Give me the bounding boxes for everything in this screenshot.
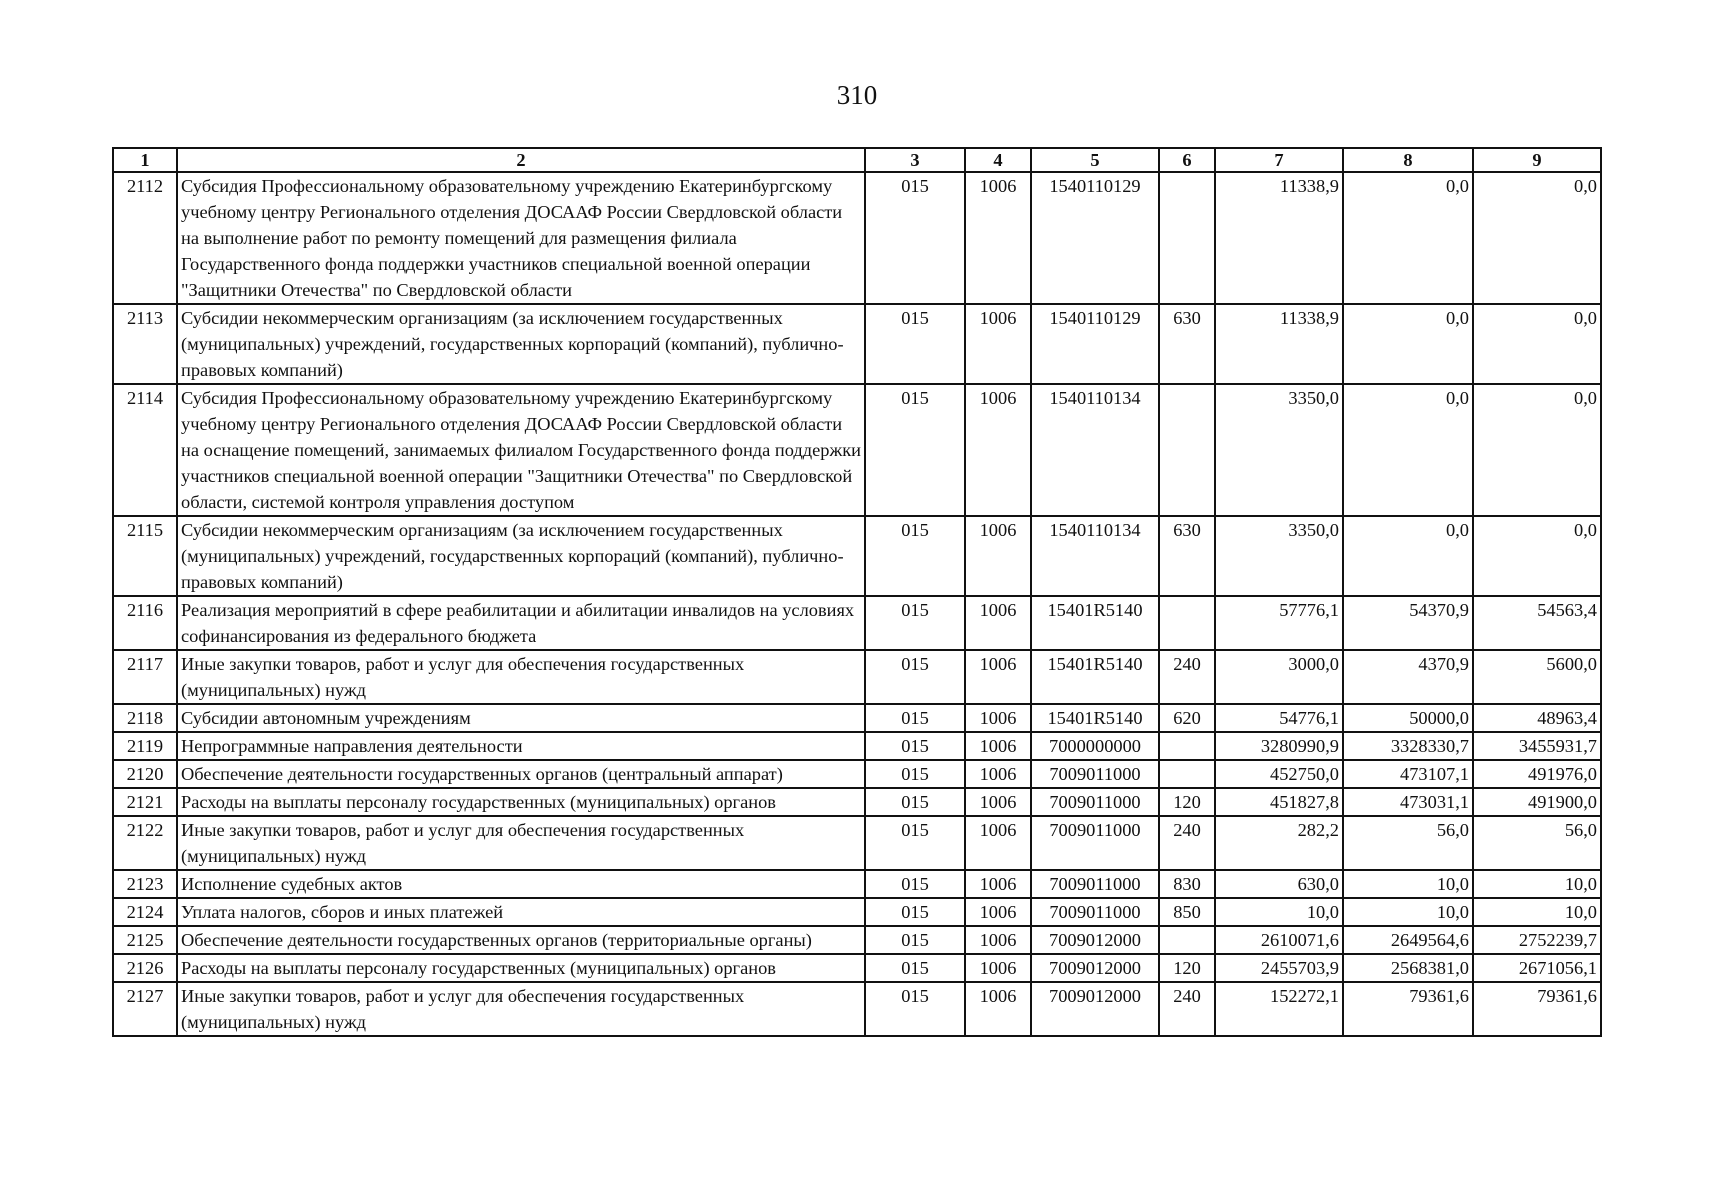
cell-col7: 3350,0 xyxy=(1215,384,1343,516)
cell-col4: 1006 xyxy=(965,788,1031,816)
cell-col3: 015 xyxy=(865,788,965,816)
table-row xyxy=(113,704,1601,732)
cell-col9: 54563,4 xyxy=(1473,596,1601,650)
cell-col9: 48963,4 xyxy=(1473,704,1601,732)
cell-col7: 2455703,9 xyxy=(1215,954,1343,982)
row-number: 2121 xyxy=(113,788,177,816)
row-number: 2112 xyxy=(113,172,177,304)
row-name: Иные закупки товаров, работ и услуг для обеспечения государственных (муниципальных) нужд xyxy=(177,816,865,870)
row-number: 2122 xyxy=(113,816,177,870)
row-number: 2126 xyxy=(113,954,177,982)
budget-table xyxy=(112,147,1602,1037)
table-row xyxy=(113,304,1601,384)
row-name: Субсидия Профессиональному образовательному учреждению Екатеринбургскому учебному центру Регионального отделения ДОСААФ России Свердловской области на выполнение работ по ремонту помещений для размещения филиала Государственного фонда поддержки участников специальной военной операции "Защитники Отечества" по Свердловской области xyxy=(177,172,865,304)
cell-col3: 015 xyxy=(865,926,965,954)
cell-col9: 79361,6 xyxy=(1473,982,1601,1036)
row-name: Субсидии некоммерческим организациям (за исключением государственных (муниципальных) учреждений, государственных корпораций (компаний), публично-правовых компаний) xyxy=(177,516,865,596)
cell-col4: 1006 xyxy=(965,926,1031,954)
cell-col4: 1006 xyxy=(965,516,1031,596)
cell-col6 xyxy=(1159,596,1215,650)
row-name: Субсидия Профессиональному образовательному учреждению Екатеринбургскому учебному центру Регионального отделения ДОСААФ России Свердловской области на оснащение помещений, занимаемых филиалом Государственного фонда поддержки участников специальной военной операции "Защитники Отечества" по Свердловской области, системой контроля управления доступом xyxy=(177,384,865,516)
cell-col9: 10,0 xyxy=(1473,898,1601,926)
cell-col7: 152272,1 xyxy=(1215,982,1343,1036)
cell-col3: 015 xyxy=(865,898,965,926)
cell-col3: 015 xyxy=(865,732,965,760)
row-name: Иные закупки товаров, работ и услуг для обеспечения государственных (муниципальных) нужд xyxy=(177,982,865,1036)
row-number: 2125 xyxy=(113,926,177,954)
row-number: 2115 xyxy=(113,516,177,596)
cell-col5: 1540110134 xyxy=(1031,384,1159,516)
cell-col5: 1540110129 xyxy=(1031,172,1159,304)
table-row xyxy=(113,898,1601,926)
cell-col6: 620 xyxy=(1159,704,1215,732)
cell-col5: 15401R5140 xyxy=(1031,596,1159,650)
cell-col5: 1540110134 xyxy=(1031,516,1159,596)
cell-col8: 2568381,0 xyxy=(1343,954,1473,982)
cell-col8: 0,0 xyxy=(1343,172,1473,304)
cell-col4: 1006 xyxy=(965,650,1031,704)
cell-col9: 0,0 xyxy=(1473,384,1601,516)
cell-col3: 015 xyxy=(865,516,965,596)
cell-col4: 1006 xyxy=(965,898,1031,926)
cell-col3: 015 xyxy=(865,816,965,870)
row-number: 2117 xyxy=(113,650,177,704)
row-name: Исполнение судебных актов xyxy=(177,870,865,898)
page-number: 310 xyxy=(836,80,878,110)
table-row xyxy=(113,760,1601,788)
row-number: 2114 xyxy=(113,384,177,516)
cell-col7: 451827,8 xyxy=(1215,788,1343,816)
cell-col5: 1540110129 xyxy=(1031,304,1159,384)
cell-col6 xyxy=(1159,172,1215,304)
column-header: 1 xyxy=(113,148,177,172)
cell-col6 xyxy=(1159,384,1215,516)
table-row xyxy=(113,650,1601,704)
table-body xyxy=(113,172,1601,1036)
row-name: Субсидии некоммерческим организациям (за исключением государственных (муниципальных) учреждений, государственных корпораций (компаний), публично-правовых компаний) xyxy=(177,304,865,384)
cell-col9: 491900,0 xyxy=(1473,788,1601,816)
table-row xyxy=(113,816,1601,870)
cell-col8: 473107,1 xyxy=(1343,760,1473,788)
row-number: 2119 xyxy=(113,732,177,760)
cell-col8: 4370,9 xyxy=(1343,650,1473,704)
cell-col5: 7009011000 xyxy=(1031,816,1159,870)
cell-col5: 7009011000 xyxy=(1031,788,1159,816)
cell-col7: 282,2 xyxy=(1215,816,1343,870)
cell-col6: 630 xyxy=(1159,516,1215,596)
cell-col8: 54370,9 xyxy=(1343,596,1473,650)
cell-col8: 473031,1 xyxy=(1343,788,1473,816)
cell-col7: 3350,0 xyxy=(1215,516,1343,596)
row-name: Иные закупки товаров, работ и услуг для обеспечения государственных (муниципальных) нужд xyxy=(177,650,865,704)
cell-col7: 11338,9 xyxy=(1215,172,1343,304)
row-number: 2113 xyxy=(113,304,177,384)
cell-col5: 7009011000 xyxy=(1031,898,1159,926)
cell-col4: 1006 xyxy=(965,596,1031,650)
cell-col8: 56,0 xyxy=(1343,816,1473,870)
row-name: Обеспечение деятельности государственных органов (центральный аппарат) xyxy=(177,760,865,788)
row-number: 2127 xyxy=(113,982,177,1036)
cell-col6: 240 xyxy=(1159,816,1215,870)
cell-col9: 0,0 xyxy=(1473,304,1601,384)
cell-col9: 3455931,7 xyxy=(1473,732,1601,760)
cell-col3: 015 xyxy=(865,384,965,516)
table-row xyxy=(113,926,1601,954)
row-number: 2116 xyxy=(113,596,177,650)
table-row xyxy=(113,954,1601,982)
table-row xyxy=(113,870,1601,898)
cell-col3: 015 xyxy=(865,954,965,982)
table-row xyxy=(113,172,1601,304)
cell-col7: 11338,9 xyxy=(1215,304,1343,384)
column-header: 9 xyxy=(1473,148,1601,172)
cell-col7: 2610071,6 xyxy=(1215,926,1343,954)
cell-col3: 015 xyxy=(865,704,965,732)
cell-col5: 15401R5140 xyxy=(1031,650,1159,704)
cell-col8: 10,0 xyxy=(1343,898,1473,926)
column-header: 7 xyxy=(1215,148,1343,172)
cell-col6: 830 xyxy=(1159,870,1215,898)
cell-col3: 015 xyxy=(865,172,965,304)
cell-col5: 15401R5140 xyxy=(1031,704,1159,732)
cell-col6 xyxy=(1159,732,1215,760)
cell-col9: 56,0 xyxy=(1473,816,1601,870)
row-number: 2120 xyxy=(113,760,177,788)
cell-col7: 630,0 xyxy=(1215,870,1343,898)
cell-col3: 015 xyxy=(865,760,965,788)
cell-col6 xyxy=(1159,926,1215,954)
cell-col8: 0,0 xyxy=(1343,384,1473,516)
cell-col9: 0,0 xyxy=(1473,172,1601,304)
cell-col5: 7009011000 xyxy=(1031,870,1159,898)
cell-col9: 10,0 xyxy=(1473,870,1601,898)
row-name: Расходы на выплаты персоналу государственных (муниципальных) органов xyxy=(177,788,865,816)
cell-col9: 2671056,1 xyxy=(1473,954,1601,982)
cell-col6: 630 xyxy=(1159,304,1215,384)
cell-col4: 1006 xyxy=(965,384,1031,516)
cell-col9: 491976,0 xyxy=(1473,760,1601,788)
cell-col8: 79361,6 xyxy=(1343,982,1473,1036)
cell-col5: 7009012000 xyxy=(1031,954,1159,982)
cell-col4: 1006 xyxy=(965,304,1031,384)
cell-col7: 54776,1 xyxy=(1215,704,1343,732)
cell-col4: 1006 xyxy=(965,704,1031,732)
cell-col3: 015 xyxy=(865,982,965,1036)
cell-col4: 1006 xyxy=(965,816,1031,870)
cell-col9: 5600,0 xyxy=(1473,650,1601,704)
cell-col4: 1006 xyxy=(965,954,1031,982)
cell-col3: 015 xyxy=(865,304,965,384)
table-row xyxy=(113,516,1601,596)
cell-col7: 10,0 xyxy=(1215,898,1343,926)
cell-col8: 2649564,6 xyxy=(1343,926,1473,954)
cell-col8: 0,0 xyxy=(1343,516,1473,596)
cell-col6: 120 xyxy=(1159,788,1215,816)
table-row xyxy=(113,384,1601,516)
table-row xyxy=(113,732,1601,760)
table-row xyxy=(113,788,1601,816)
row-number: 2118 xyxy=(113,704,177,732)
cell-col8: 3328330,7 xyxy=(1343,732,1473,760)
cell-col3: 015 xyxy=(865,650,965,704)
cell-col4: 1006 xyxy=(965,172,1031,304)
row-name: Уплата налогов, сборов и иных платежей xyxy=(177,898,865,926)
cell-col9: 2752239,7 xyxy=(1473,926,1601,954)
cell-col7: 3000,0 xyxy=(1215,650,1343,704)
cell-col7: 452750,0 xyxy=(1215,760,1343,788)
cell-col5: 7000000000 xyxy=(1031,732,1159,760)
cell-col6: 120 xyxy=(1159,954,1215,982)
cell-col5: 7009012000 xyxy=(1031,982,1159,1036)
row-number: 2123 xyxy=(113,870,177,898)
cell-col8: 0,0 xyxy=(1343,304,1473,384)
column-header: 3 xyxy=(865,148,965,172)
header-row xyxy=(113,148,1601,172)
row-name: Реализация мероприятий в сфере реабилитации и абилитации инвалидов на условиях софинансирования из федерального бюджета xyxy=(177,596,865,650)
cell-col5: 7009012000 xyxy=(1031,926,1159,954)
cell-col8: 50000,0 xyxy=(1343,704,1473,732)
table-row xyxy=(113,982,1601,1036)
column-header: 2 xyxy=(177,148,865,172)
column-header: 6 xyxy=(1159,148,1215,172)
row-number: 2124 xyxy=(113,898,177,926)
cell-col3: 015 xyxy=(865,596,965,650)
cell-col5: 7009011000 xyxy=(1031,760,1159,788)
column-header: 5 xyxy=(1031,148,1159,172)
cell-col8: 10,0 xyxy=(1343,870,1473,898)
row-name: Субсидии автономным учреждениям xyxy=(177,704,865,732)
cell-col7: 57776,1 xyxy=(1215,596,1343,650)
table-row xyxy=(113,596,1601,650)
cell-col6: 240 xyxy=(1159,982,1215,1036)
column-header: 4 xyxy=(965,148,1031,172)
cell-col6: 850 xyxy=(1159,898,1215,926)
cell-col4: 1006 xyxy=(965,760,1031,788)
cell-col4: 1006 xyxy=(965,870,1031,898)
cell-col3: 015 xyxy=(865,870,965,898)
column-header: 8 xyxy=(1343,148,1473,172)
cell-col4: 1006 xyxy=(965,982,1031,1036)
cell-col6 xyxy=(1159,760,1215,788)
cell-col4: 1006 xyxy=(965,732,1031,760)
row-name: Обеспечение деятельности государственных органов (территориальные органы) xyxy=(177,926,865,954)
row-name: Расходы на выплаты персоналу государственных (муниципальных) органов xyxy=(177,954,865,982)
cell-col6: 240 xyxy=(1159,650,1215,704)
cell-col9: 0,0 xyxy=(1473,516,1601,596)
cell-col7: 3280990,9 xyxy=(1215,732,1343,760)
row-name: Непрограммные направления деятельности xyxy=(177,732,865,760)
